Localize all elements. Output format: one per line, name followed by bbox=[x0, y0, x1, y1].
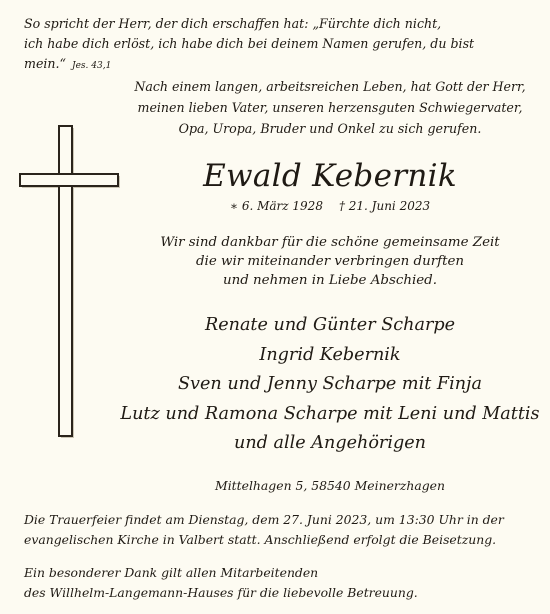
family-address: Mittelhagen 5, 58540 Meinerzhagen bbox=[215, 478, 445, 493]
gratitude-note bbox=[24, 563, 534, 603]
thanks-line-2: die wir miteinander verbringen durften bbox=[195, 254, 465, 269]
thanks-line-1: Wir sind dankbar für die schöne gemeinsame Zeit bbox=[160, 235, 500, 250]
verse-line-2 bbox=[24, 34, 534, 76]
mourner-line: Sven und Jenny Scharpe mit Finja bbox=[178, 374, 482, 394]
gratitude-line-1: Ein besonderer Dank gilt allen Mitarbeitenden bbox=[24, 565, 319, 580]
deceased-name: Ewald Kebernik bbox=[203, 158, 457, 194]
intro-line-2: meinen lieben Vater, unseren herzensguten Schwiegervater, bbox=[137, 100, 523, 115]
mourner-line: und alle Angehörigen bbox=[234, 433, 426, 453]
mourner-line: Lutz und Ramona Scharpe mit Leni und Mattis bbox=[120, 403, 540, 424]
verse-reference: Jes. 43,1 bbox=[71, 61, 112, 71]
intro-line-1: Nach einem langen, arbeitsreichen Leben, hat Gott der Herr, bbox=[134, 79, 526, 94]
mourner-line: Renate und Günter Scharpe bbox=[204, 315, 456, 335]
mourners-list bbox=[120, 311, 540, 459]
service-line-1: Die Trauerfeier findet am Dienstag, dem 27. Juni 2023, um 13:30 Uhr in der bbox=[24, 512, 504, 527]
verse-line-1: So spricht der Herr, der dich erschaffen hat: „Fürchte dich nicht, bbox=[24, 16, 442, 31]
service-line-2: evangelischen Kirche in Valbert statt. Anschließend erfolgt die Beisetzung. bbox=[24, 532, 497, 547]
latin-cross-icon bbox=[18, 124, 122, 440]
bible-verse bbox=[24, 14, 534, 76]
intro-text bbox=[120, 76, 540, 139]
thanks-text bbox=[120, 233, 540, 290]
birth-date: ∗ 6. März 1928 bbox=[229, 199, 323, 213]
intro-line-3: Opa, Uropa, Bruder und Onkel zu sich gerufen. bbox=[178, 121, 482, 136]
death-date: † 21. Juni 2023 bbox=[338, 199, 431, 213]
gratitude-line-2: des Willhelm-Langemann-Hauses für die liebevolle Betreuung. bbox=[24, 585, 418, 600]
mourner-line: Ingrid Kebernik bbox=[259, 344, 401, 365]
life-dates bbox=[120, 198, 540, 214]
verse-line-2-text: ich habe dich erlöst, ich habe dich bei deinem Namen gerufen, du bist mein.“ bbox=[24, 36, 475, 71]
funeral-service-notice bbox=[24, 510, 534, 550]
thanks-line-3: und nehmen in Liebe Abschied. bbox=[222, 273, 438, 288]
